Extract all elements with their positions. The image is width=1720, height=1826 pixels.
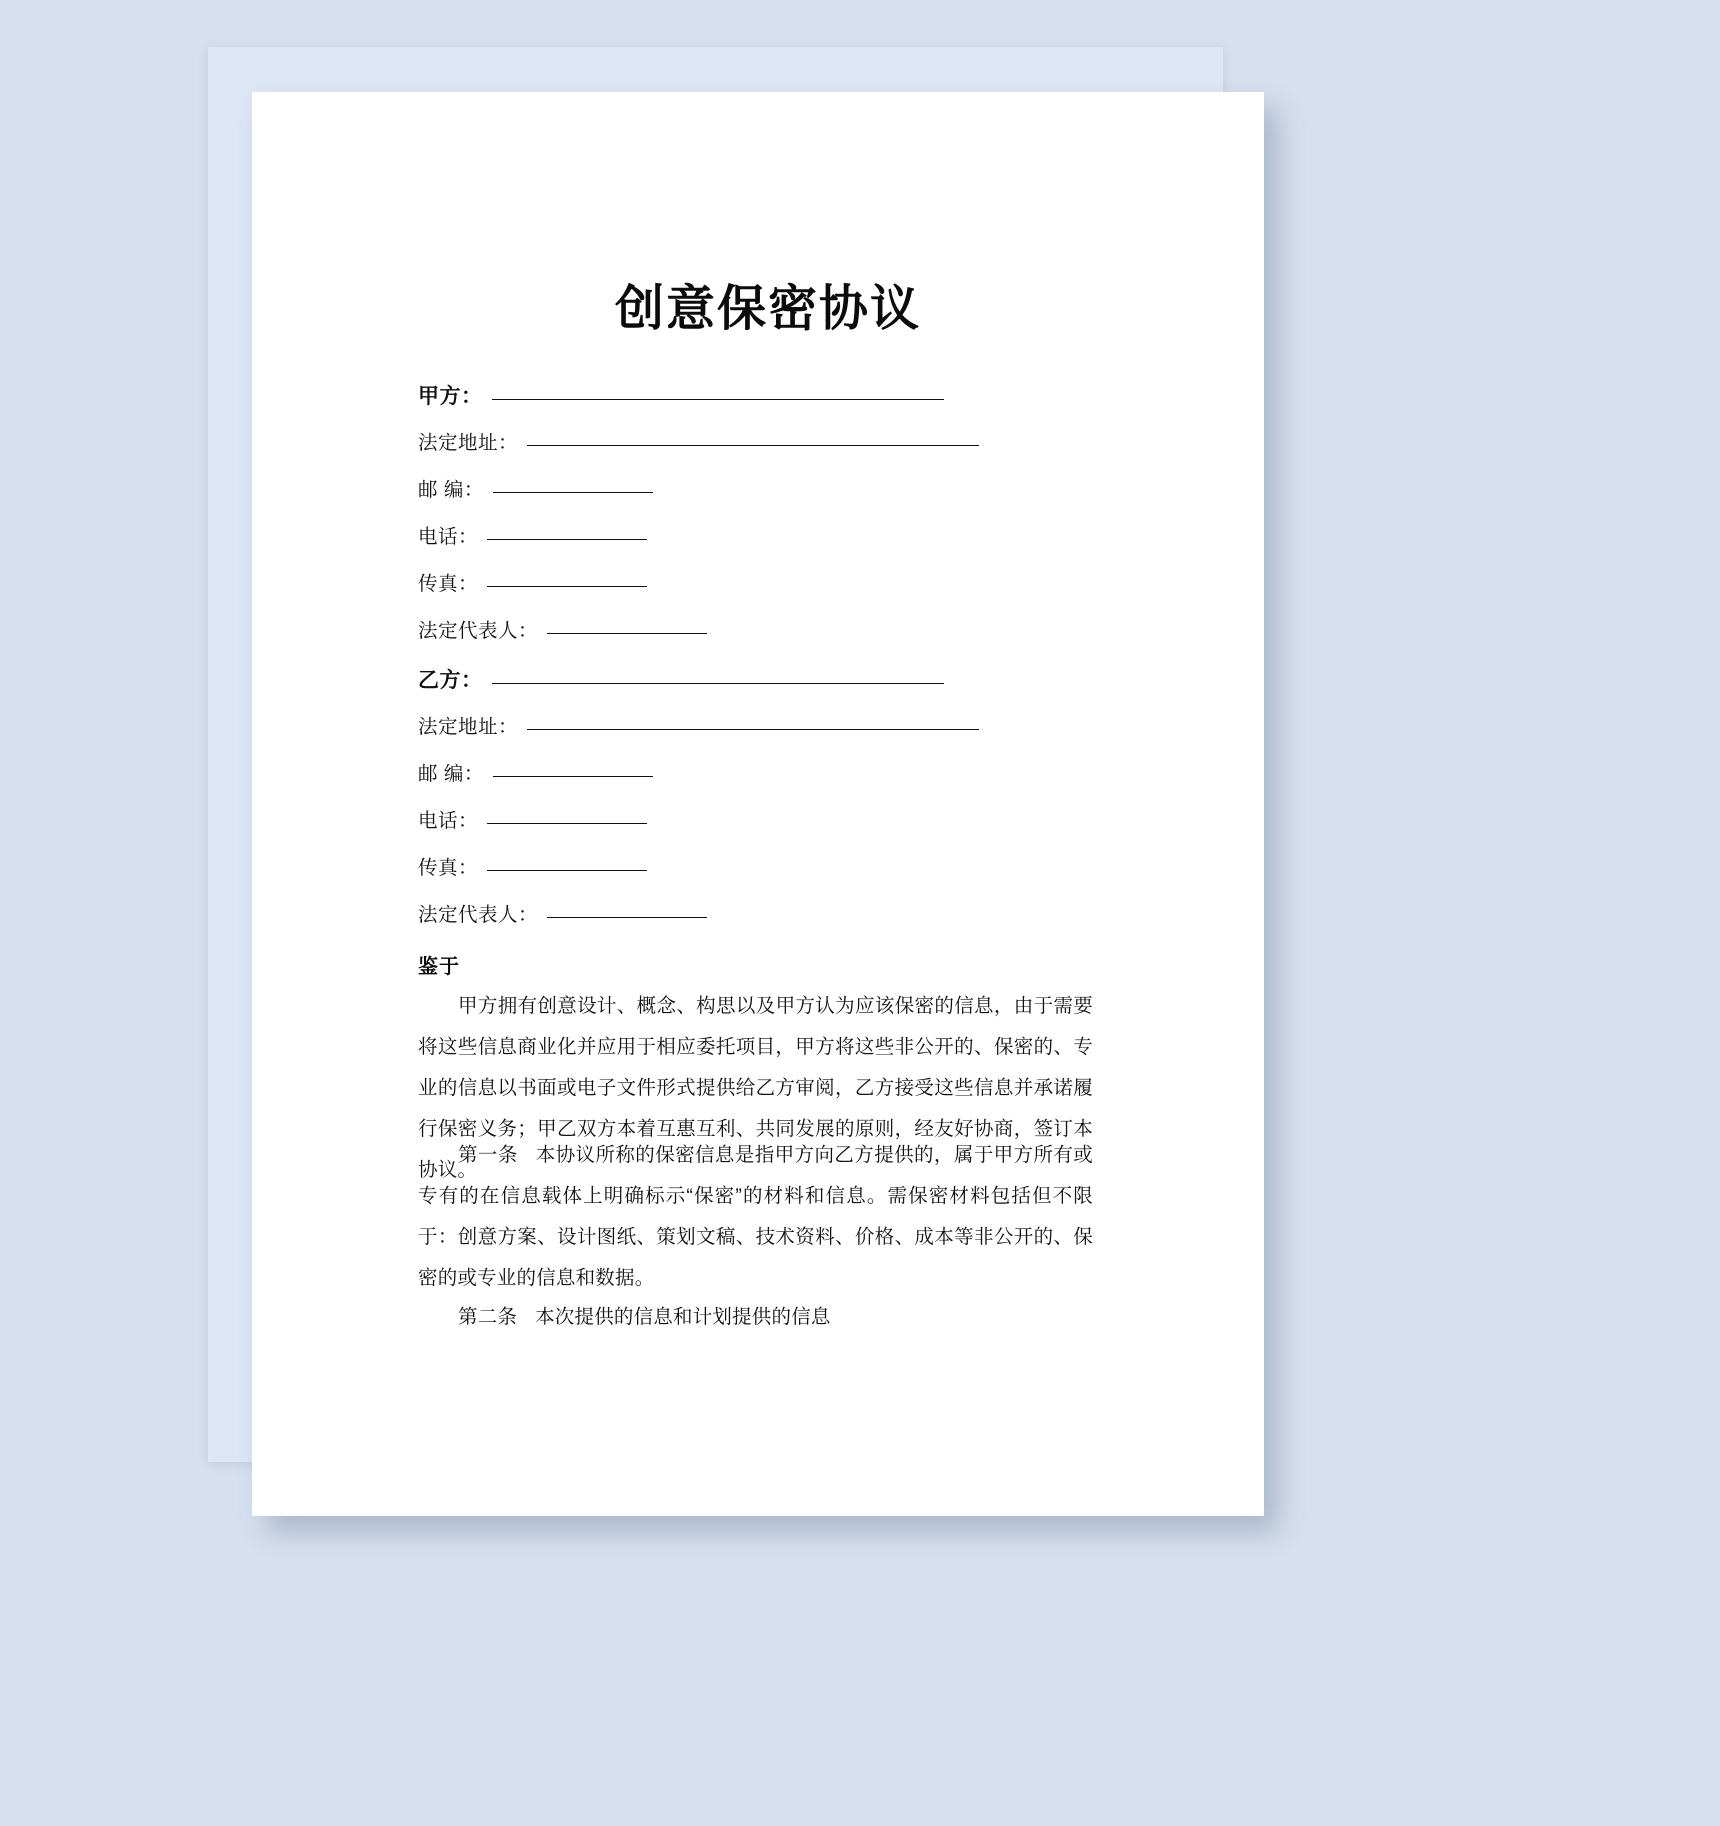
party-a-postcode-row	[418, 474, 1118, 521]
document-content	[418, 92, 1118, 1516]
party-b-heading-label: 乙方：	[418, 668, 483, 692]
party-b-phone-blank[interactable]	[487, 823, 647, 824]
party-a-address-row	[418, 427, 1118, 474]
party-a-fax-row	[418, 568, 1118, 615]
party-b-address-blank[interactable]	[527, 729, 979, 730]
article-1-paragraph	[418, 1135, 1093, 1299]
recitals-paragraph: 甲方拥有创意设计、概念、构思以及甲方认为应该保密的信息，由于需要将这些信息商业化并应用于相应委托项目，甲方将这些非公开的、保密的、专业的信息以书面或电子文件形式提供给乙方审阅，乙方接受这些信息并承诺履行保密义务；甲乙双方本着互惠互利、共同发展的原则，经友好协商，签订本协议。	[418, 995, 1093, 1181]
party-a-address-blank[interactable]	[527, 445, 979, 446]
page-title: 创意保密协议	[614, 280, 921, 337]
party-b-phone-row	[418, 805, 1118, 852]
document-page	[252, 92, 1264, 1516]
party-a-legal-rep-blank[interactable]	[547, 633, 707, 634]
article-1-number: 第一条	[458, 1144, 518, 1166]
party-a-fax-label: 传真：	[418, 573, 479, 595]
recitals-heading: 鉴于	[418, 954, 460, 978]
party-a-name-blank[interactable]	[492, 399, 944, 400]
party-b-name-blank[interactable]	[492, 683, 944, 684]
party-a-phone-label: 电话：	[418, 526, 479, 548]
party-a-legal-rep-row	[418, 615, 1118, 662]
party-b-phone-label: 电话：	[418, 810, 479, 832]
party-b-address-label: 法定地址：	[418, 716, 519, 738]
party-b-postcode-blank[interactable]	[493, 776, 653, 777]
party-a-postcode-label: 邮 编：	[418, 479, 484, 501]
party-b-legal-rep-blank[interactable]	[547, 917, 707, 918]
party-a-block	[418, 380, 1118, 662]
party-a-phone-row	[418, 521, 1118, 568]
party-a-heading-label: 甲方：	[418, 384, 483, 408]
article-2-number: 第二条	[458, 1306, 518, 1328]
party-b-postcode-row	[418, 758, 1118, 805]
party-a-legal-rep-label: 法定代表人：	[418, 620, 539, 642]
article-2-text: 本次提供的信息和计划提供的信息	[535, 1306, 831, 1328]
party-b-fax-row	[418, 852, 1118, 899]
party-a-address-label: 法定地址：	[418, 432, 519, 454]
party-b-fax-label: 传真：	[418, 857, 479, 879]
party-b-fax-blank[interactable]	[487, 870, 647, 871]
party-a-phone-blank[interactable]	[487, 539, 647, 540]
party-b-block	[418, 664, 1118, 946]
party-b-address-row	[418, 711, 1118, 758]
party-b-legal-rep-row	[418, 899, 1118, 946]
article-2-paragraph	[418, 1297, 1093, 1338]
party-a-fax-blank[interactable]	[487, 586, 647, 587]
article-1-text: 本协议所称的保密信息是指甲方向乙方提供的，属于甲方所有或专有的在信息载体上明确标示“保密”的材料和信息。需保密材料包括但不限于：创意方案、设计图纸、策划文稿、技术资料、价格、成本等非公开的、保密的或专业的信息和数据。	[418, 1144, 1093, 1289]
party-b-heading-row	[418, 664, 1118, 711]
party-a-heading-row	[418, 380, 1118, 427]
party-b-postcode-label: 邮 编：	[418, 763, 484, 785]
party-b-legal-rep-label: 法定代表人：	[418, 904, 539, 926]
party-a-postcode-blank[interactable]	[493, 492, 653, 493]
